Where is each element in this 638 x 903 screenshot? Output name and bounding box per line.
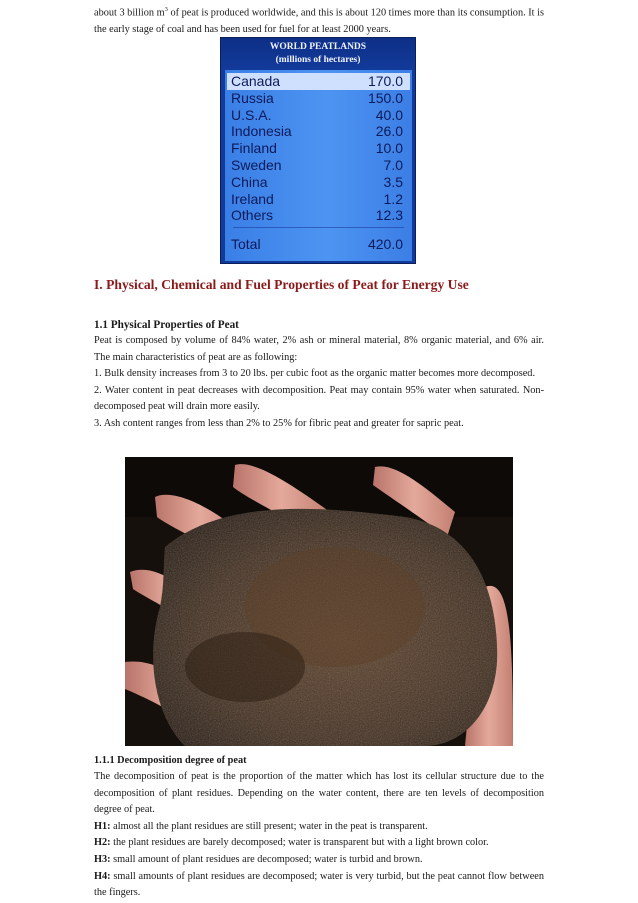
peatlands-value: 150.0: [367, 89, 403, 106]
peatlands-row: [229, 140, 408, 157]
peatlands-country: Finland: [231, 140, 277, 157]
peatlands-total-value: 420.0: [367, 236, 403, 252]
level-text: small amounts of plant residues are decomposed; water is very turbid, but the peat cannot flow between the fingers.: [94, 870, 544, 899]
level-text: small amount of plant residues are decomposed; water is turbid and brown.: [110, 853, 423, 865]
physical-paragraph: Peat is composed by volume of 84% water, 2% ash or mineral material, 8% organic material, and 6% air. The main characteristics of peat are as following:: [94, 335, 544, 363]
intro-paragraph: [94, 2, 544, 39]
peatlands-country: Canada: [231, 73, 281, 89]
level-code: H2:: [94, 837, 111, 849]
peatlands-row: [229, 90, 408, 107]
peatlands-value: 40.0: [375, 106, 403, 123]
peatlands-row: [229, 157, 408, 174]
peatlands-table-body: [225, 70, 412, 261]
peatlands-total-row: [229, 236, 408, 253]
peatlands-country: Others: [231, 207, 274, 224]
peatlands-row: [229, 174, 408, 191]
level-code: H3:: [94, 853, 111, 865]
peatlands-row: [229, 107, 408, 124]
peatlands-value: 12.3: [375, 207, 403, 224]
peatlands-value: 10.0: [375, 140, 403, 157]
peatlands-title-line1: WORLD PEATLANDS: [269, 42, 367, 52]
peatlands-row: [229, 207, 408, 224]
peatlands-row: [229, 123, 408, 140]
peatlands-value: 7.0: [383, 157, 403, 173]
decomposition-section: [94, 753, 544, 902]
peatlands-country: Russia: [231, 89, 274, 106]
peatlands-value: 170.0: [367, 73, 403, 89]
level-code: H1:: [94, 820, 111, 832]
physical-paragraph: 2. Water content in peat decreases with decomposition. Peat may contain 95% water when saturated. Non-decomposed peat will drain more easily.: [94, 384, 544, 413]
peatlands-country: China: [231, 173, 268, 190]
section-heading: I. Physical, Chemical and Fuel Properties of Peat for Energy Use: [94, 277, 469, 292]
decomposition-level: [94, 852, 544, 869]
cubic-superscript: 3: [164, 6, 168, 13]
decomposition-heading: 1.1.1 Decomposition degree of peat: [94, 755, 247, 766]
decomposition-level: [94, 835, 544, 852]
physical-paragraph: 1. Bulk density increases from 3 to 20 lbs. per cubic foot as the organic matter becomes more decomposed.: [94, 368, 536, 380]
peat-in-hand-photo: [125, 457, 513, 746]
peatlands-country: Sweden: [231, 157, 282, 173]
physical-paragraph: 3. Ash content ranges from less than 2% to 25% for fibric peat and greater for sapric peat.: [94, 417, 464, 429]
world-peatlands-table: [220, 37, 416, 264]
peatlands-total-label: Total: [231, 236, 261, 252]
peatlands-country: Ireland: [231, 190, 274, 207]
peatlands-value: 3.5: [383, 173, 403, 190]
decomposition-level: [94, 819, 544, 836]
peatlands-country: Indonesia: [231, 123, 292, 140]
peatlands-value: 26.0: [375, 123, 403, 140]
peatlands-table-title: [221, 38, 415, 69]
peatlands-title-line2: (millions of hectares): [275, 54, 361, 65]
peatlands-total-separator: [233, 227, 404, 228]
intro-text-start: about 3 billion m: [94, 7, 165, 19]
peatlands-row: [229, 191, 408, 208]
physical-properties-heading: 1.1 Physical Properties of Peat: [94, 319, 239, 331]
peatlands-country: U.S.A.: [231, 106, 272, 123]
decomposition-intro: The decomposition of peat is the proportion of the matter which has lost its cellular structure due to the decomposition of plant residues. Depending on the water content, there are ten levels of decomposition degree of peat.: [94, 771, 544, 816]
level-code: H4:: [94, 870, 111, 882]
decomposition-level: [94, 869, 544, 902]
peatlands-row: [227, 73, 410, 90]
intro-text-end: of peat is produced worldwide, and this is about 120 times more than its consumption. It is the early stage of coal and has been used for fuel for at least 2000 years.: [94, 7, 544, 36]
level-text: the plant residues are barely decomposed; water is transparent but with a light brown color.: [110, 837, 489, 849]
physical-properties-section: [94, 319, 544, 433]
peatlands-value: 1.2: [383, 190, 403, 207]
level-text: almost all the plant residues are still present; water in the peat is transparent.: [110, 820, 428, 832]
